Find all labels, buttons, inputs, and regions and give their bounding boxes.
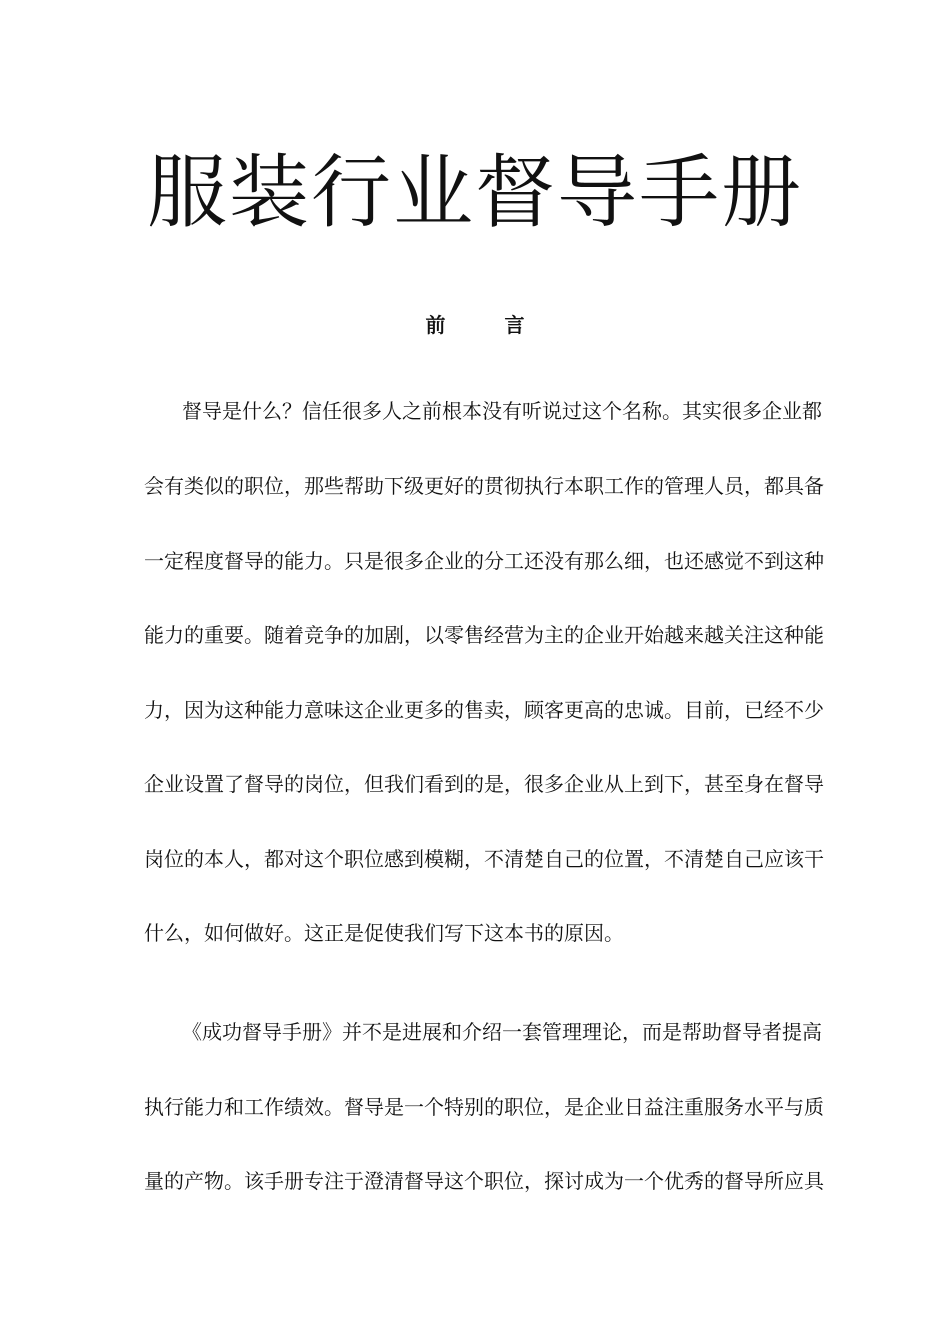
paragraph-line: 执行能力和工作绩效。督导是一个特别的职位，是企业日益注重服务水平与质 xyxy=(144,1095,824,1119)
paragraph-line: 岗位的本人，都对这个职位感到模糊，不清楚自己的位置，不清楚自己应该干 xyxy=(144,847,824,871)
paragraph-line: 力，因为这种能力意味这企业更多的售卖，顾客更高的忠诚。目前，已经不少 xyxy=(144,698,824,722)
document-title: 服装行业督导手册 xyxy=(147,146,803,239)
section-heading-preface: 前 言 xyxy=(425,313,551,337)
paragraph-line: 能力的重要。随着竞争的加剧，以零售经营为主的企业开始越来越关注这种能 xyxy=(144,623,824,647)
paragraph-line: 什么，如何做好。这正是促使我们写下这本书的原因。 xyxy=(144,921,624,945)
paragraph-line: 一定程度督导的能力。只是很多企业的分工还没有那么细，也还感觉不到这种 xyxy=(144,549,824,573)
paragraph-line: 会有类似的职位，那些帮助下级更好的贯彻执行本职工作的管理人员，都具备 xyxy=(144,474,824,498)
paragraph-line: 企业设置了督导的岗位，但我们看到的是，很多企业从上到下，甚至身在督导 xyxy=(144,772,824,796)
paragraph-line: 《成功督导手册》并不是进展和介绍一套管理理论，而是帮助督导者提高 xyxy=(182,1020,822,1044)
paragraph-line: 量的产物。该手册专注于澄清督导这个职位，探讨成为一个优秀的督导所应具 xyxy=(144,1169,824,1193)
paragraph-line: 督导是什么？信任很多人之前根本没有听说过这个名称。其实很多企业都 xyxy=(182,399,822,423)
